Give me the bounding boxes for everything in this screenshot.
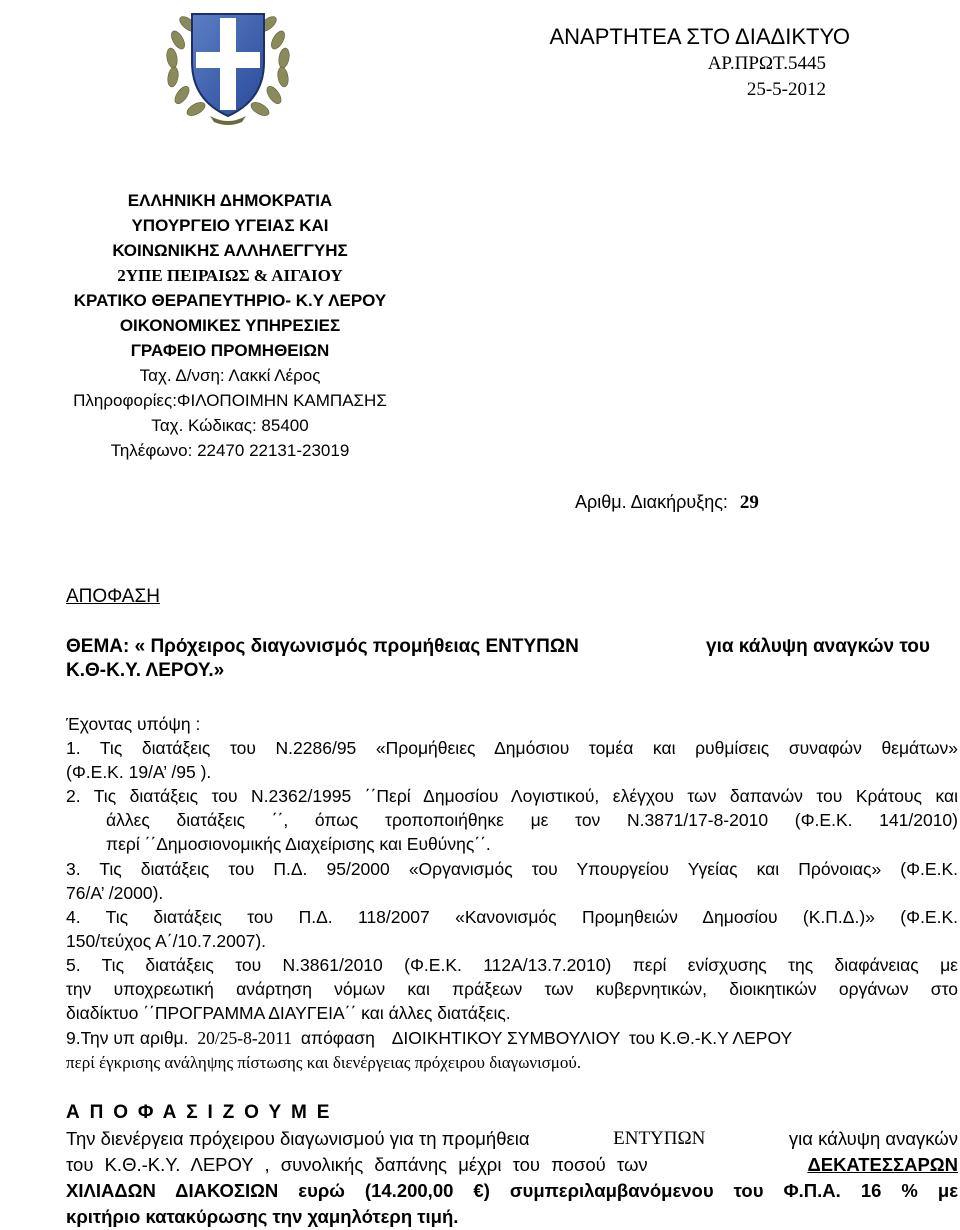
declaration-label: Αριθμ. Διακήρυξης: <box>575 492 728 512</box>
header-line: Ταχ. Κώδικας: 85400 <box>151 416 309 435</box>
item9-number: 20/25-8-2011 <box>197 1028 292 1048</box>
declaration-number <box>575 492 759 514</box>
declaration-value: 29 <box>739 492 759 513</box>
subject-line: ΘΕΜΑ: « Πρόχειρος διαγωνισμός προμήθειας ΕΝΤΥΠΩΝ <box>66 636 579 657</box>
consideration-item: άλλες διατάξεις ΄΄, όπως τροποποιήθηκε με τον Ν.3871/17-8-2010 (Φ.Ε.Κ. 141/2010) <box>106 810 958 830</box>
letterhead <box>30 188 430 463</box>
we-decide-heading: Α Π Ο Φ Α Σ Ι Ζ Ο Υ Μ Ε <box>66 1102 332 1123</box>
closing-line <box>66 1152 958 1178</box>
item9-end: του Κ.Θ.-Κ.Υ ΛΕΡΟΥ <box>628 1028 793 1048</box>
consideration-item-9-cont: περί έγκρισης ανάληψης πίστωσης και διενέργειας πρόχειρου διαγωνισμού. <box>66 1053 582 1072</box>
decision-heading: ΑΠΟΦΑΣΗ <box>66 586 160 607</box>
item9-decision: απόφαση <box>300 1028 375 1048</box>
considerations-intro: Έχοντας υπόψη : <box>66 714 201 734</box>
header-line: 2ΥΠΕ ΠΕΙΡΑΙΩΣ & ΑΙΓΑΙΟΥ <box>117 266 343 285</box>
consideration-item-9 <box>66 1026 792 1050</box>
posting-stamp <box>480 22 850 104</box>
consideration-item: 4. Τις διατάξεις του Π.Δ. 118/2007 «Κανονισμός Προμηθειών Δημοσίου (Κ.Π.Δ.)» (Φ.Ε.Κ. <box>66 907 958 927</box>
consideration-item: (Φ.Ε.Κ. 19/Α’ /95 ). <box>66 762 212 782</box>
stamp-date: 25-5-2012 <box>746 79 826 100</box>
closing-line: κριτήριο κατακύρωσης την χαμηλότερη τιμή. <box>66 1206 459 1227</box>
header-line: ΚΡΑΤΙΚΟ ΘΕΡΑΠΕΥΤΗΡΙΟ- Κ.Υ ΛΕΡΟΥ <box>73 291 387 310</box>
consideration-item: 76/Α’ /2000). <box>66 883 164 903</box>
consideration-item: 150/τεύχος Α΄/10.7.2007). <box>66 931 267 951</box>
consideration-item: 5. Τις διατάξεις του Ν.3861/2010 (Φ.Ε.Κ. 112Α/13.7.2010) περί ενίσχυσης της διαφάνειας με <box>66 955 958 975</box>
header-line: ΕΛΛΗΝΙΚΗ ΔΗΜΟΚΡΑΤΙΑ <box>127 191 333 210</box>
consideration-item: 1. Τις διατάξεις του Ν.2286/95 «Προμήθειες Δημόσιου τομέα και ρυθμίσεις συναφών θεμάτων» <box>66 738 958 758</box>
closing-text: Την διενέργεια πρόχειρου διαγωνισμού για τη προμήθεια <box>66 1128 530 1149</box>
stamp-protocol-number: ΑΡ.ΠΡΩΤ.5445 <box>707 53 826 74</box>
header-line: ΟΙΚΟΝΟΜΙΚΕΣ ΥΠΗΡΕΣΙΕΣ <box>119 316 341 335</box>
header-line: Τηλέφωνο: 22470 22131-23019 <box>110 441 350 460</box>
item9-board: ΔΙΟΙΚΗΤΙΚΟΥ ΣΥΜΒΟΥΛΙΟΥ <box>391 1028 621 1048</box>
item9-prefix: 9.Την υπ αριθμ. <box>66 1028 189 1048</box>
subject-line: Κ.Θ-Κ.Υ. ΛΕΡΟΥ.» <box>66 660 225 681</box>
consideration-item: διαδίκτυο ΄΄ΠΡΟΓΡΑΜΜΑ ΔΙΑΥΓΕΙΑ΄΄ και άλλες διατάξεις. <box>66 1003 511 1023</box>
consideration-item: 3. Τις διατάξεις του Π.Δ. 95/2000 «Οργανισμός του Υπουργείου Υγείας και Πρόνοιας» (Φ.Ε.Κ. <box>66 859 958 879</box>
closing-amount-words: ΔΕΚΑΤΕΣΣΑΡΩΝ <box>807 1154 958 1175</box>
closing-text: του Κ.Θ.-Κ.Υ. ΛΕΡΟΥ , συνολικής δαπάνης μέχρι του ποσού των <box>66 1154 648 1175</box>
closing-text: για κάλυψη αναγκών <box>788 1128 958 1149</box>
header-line: ΥΠΟΥΡΓΕΙΟ ΥΓΕΙΑΣ ΚΑΙ <box>131 216 329 235</box>
header-line: Πληροφορίες:ΦΙΛΟΠΟΙΜΗΝ ΚΑΜΠΑΣΗΣ <box>73 391 387 410</box>
header-line: Ταχ. Δ/νση: Λακκί Λέρος <box>139 366 321 385</box>
header-line: ΓΡΑΦΕΙΟ ΠΡΟΜΗΘΕΙΩΝ <box>130 341 330 360</box>
closing-item: ΕΝΤΥΠΩΝ <box>613 1128 706 1149</box>
stamp-posting-notice: ΑΝΑΡΤΗΤΕΑ ΣΤΟ ΔΙΑΔΙΚΤΥΟ <box>549 24 850 49</box>
subject-line: για κάλυψη αναγκών του <box>706 636 930 657</box>
closing-line <box>66 1126 958 1152</box>
consideration-item: την υποχρεωτική ανάρτηση νόμων και πράξεων των κυβερνητικών, διοικητικών οργάνων στο <box>66 979 958 999</box>
consideration-item: 2. Τις διατάξεις του Ν.2362/1995 ΄΄Περί Δημοσίου Λογιστικού, ελέγχου των δαπανών του Κράτους και <box>66 786 958 806</box>
greek-coat-of-arms-logo <box>158 0 298 128</box>
consideration-item: περί ΄΄Δημοσιονομικής Διαχείρισης και Ευθύνης΄΄. <box>106 834 491 854</box>
closing-line: ΧΙΛΙΑΔΩΝ ΔΙΑΚΟΣΙΩΝ ευρώ (14.200,00 €) συμπεριλαμβανόμενου του Φ.Π.Α. 16 % με <box>66 1180 958 1201</box>
header-line: ΚΟΙΝΩΝΙΚΗΣ ΑΛΛΗΛΕΓΓΥΗΣ <box>112 241 348 260</box>
